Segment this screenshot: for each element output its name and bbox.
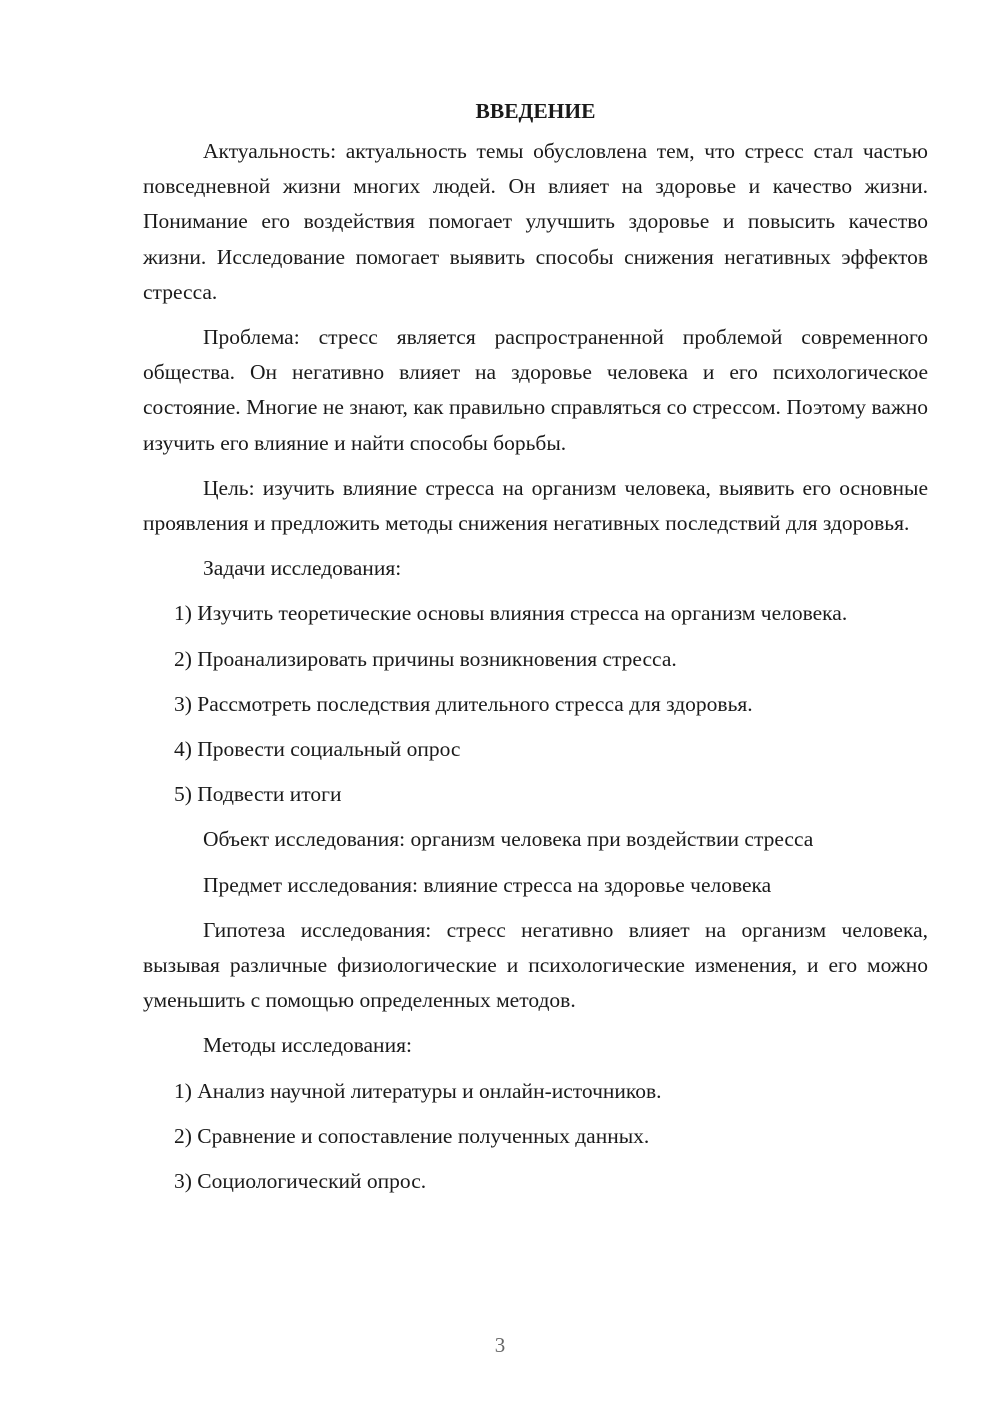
method-item-3: 3) Социологический опрос. bbox=[174, 1169, 427, 1194]
problem-paragraph: Проблема: стресс является распространенной проблемой современного общества. Он негативно влияет на здоровье человека и его психологическое состояние. Многие не знают, как правильно справляться со стрессом. Поэтому важно изучить его влияние и найти способы борьбы. bbox=[143, 325, 928, 455]
task-item-4: 4) Провести социальный опрос bbox=[174, 737, 461, 762]
tasks-heading: Задачи исследования: bbox=[203, 556, 402, 581]
goal-paragraph: Цель: изучить влияние стресса на организм человека, выявить его основные проявления и предложить методы снижения негативных последствий для здоровья. bbox=[143, 475, 928, 536]
document-page bbox=[143, 96, 928, 1199]
hypothesis-paragraph: Гипотеза исследования: стресс негативно влияет на организм человека, вызывая различные физиологические и психологические изменения, и его можно уменьшить с помощью определенных методов. bbox=[143, 917, 928, 1013]
relevance-paragraph: Актуальность: актуальность темы обусловлена тем, что стресс стал частью повседневной жизни многих людей. Он влияет на здоровье и качество жизни. Понимание его воздействия помогает улучшить здоровье и повысить качество жизни. Исследование помогает выявить способы снижения негативных эффектов стресса. bbox=[143, 139, 928, 304]
method-item-2: 2) Сравнение и сопоставление полученных данных. bbox=[174, 1123, 650, 1148]
object-paragraph: Объект исследования: организм человека при воздействии стресса bbox=[203, 827, 814, 852]
task-item-5: 5) Подвести итоги bbox=[174, 782, 342, 807]
page-number: 3 bbox=[494, 1333, 506, 1357]
subject-paragraph: Предмет исследования: влияние стресса на здоровье человека bbox=[203, 872, 772, 897]
task-item-3: 3) Рассмотреть последствия длительного стресса для здоровья. bbox=[174, 691, 753, 716]
method-item-1: 1) Анализ научной литературы и онлайн-источников. bbox=[174, 1078, 662, 1103]
methods-heading: Методы исследования: bbox=[203, 1033, 412, 1058]
task-item-2: 2) Проанализировать причины возникновения стресса. bbox=[174, 646, 677, 671]
page-title: ВВЕДЕНИЕ bbox=[475, 99, 596, 123]
task-item-1: 1) Изучить теоретические основы влияния стресса на организм человека. bbox=[174, 601, 848, 626]
